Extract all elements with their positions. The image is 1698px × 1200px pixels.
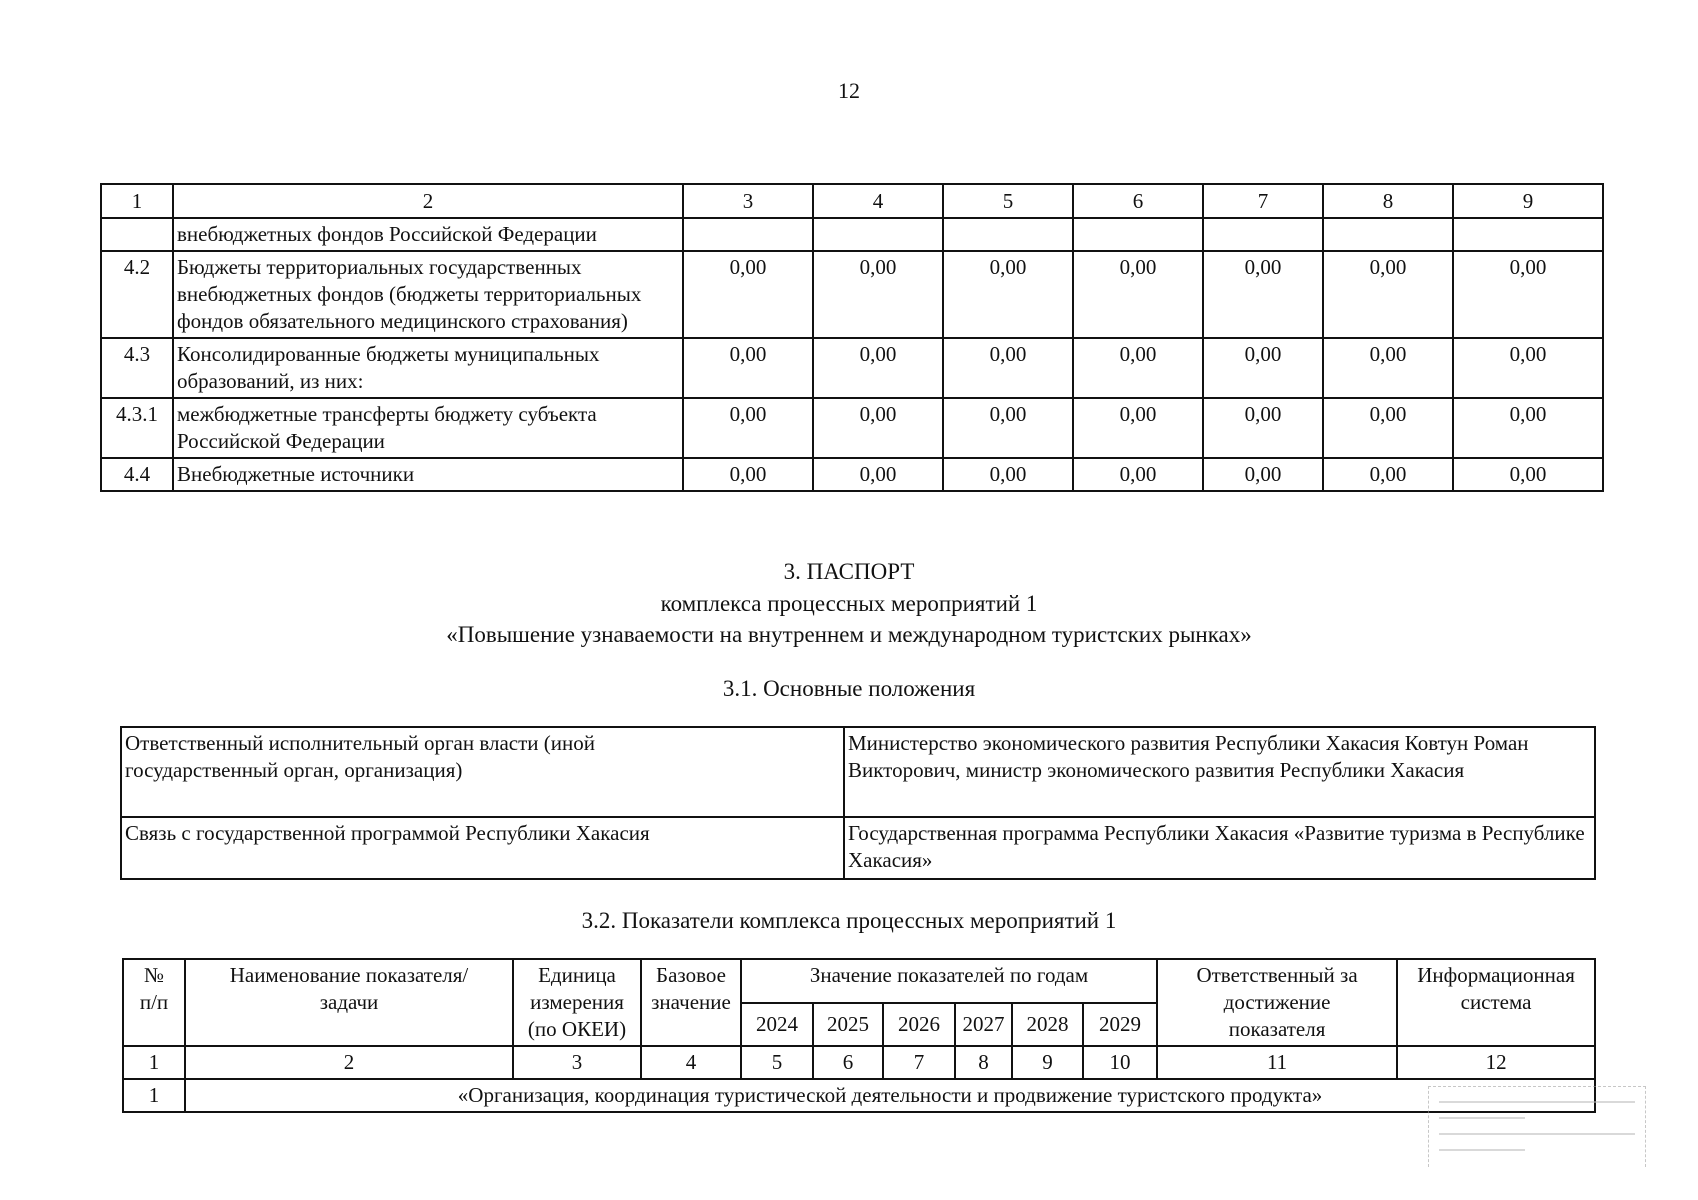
col-number: 4	[641, 1046, 741, 1079]
row-number: 4.2	[101, 251, 173, 338]
header-num: № п/п	[123, 959, 185, 1046]
col-header: 4	[813, 184, 943, 218]
header-name: Наименование показателя/ задачи	[185, 959, 513, 1046]
col-number: 3	[513, 1046, 641, 1079]
row-value: 0,00	[943, 398, 1073, 458]
row-value: 0,00	[683, 398, 813, 458]
task-text: «Организация, координация туристической деятельности и продвижение туристского продукта»	[185, 1079, 1595, 1112]
header-base: Базовое значение	[641, 959, 741, 1046]
indicators-col-numbers-row	[123, 1046, 1595, 1079]
table-row	[101, 338, 1603, 398]
row-value	[1323, 218, 1453, 251]
row-value: 0,00	[813, 458, 943, 491]
row-value	[813, 218, 943, 251]
header-system: Информационная система	[1397, 959, 1595, 1046]
row-value: 0,00	[1323, 458, 1453, 491]
indicators-header-row	[123, 959, 1595, 1003]
col-header: 1	[101, 184, 173, 218]
header-years-group: Значение показателей по годам	[741, 959, 1157, 1003]
row-value: 0,00	[1453, 338, 1603, 398]
col-header: 9	[1453, 184, 1603, 218]
table-row	[121, 817, 1595, 879]
col-number: 2	[185, 1046, 513, 1079]
passport-subtitle: комплекса процессных мероприятий 1	[660, 591, 1038, 616]
financing-header-row	[101, 184, 1603, 218]
row-value: 0,00	[1203, 398, 1323, 458]
indicators-table	[122, 958, 1596, 1113]
row-name: внебюджетных фондов Российской Федерации	[173, 218, 683, 251]
row-value: 0,00	[1453, 398, 1603, 458]
col-header: 2	[173, 184, 683, 218]
row-value: 0,00	[813, 251, 943, 338]
table-row	[101, 218, 1603, 251]
table-row	[101, 398, 1603, 458]
section-3-2-title: 3.2. Показатели комплекса процессных мероприятий 1	[581, 908, 1117, 933]
row-name: Внебюджетные источники	[173, 458, 683, 491]
col-number: 1	[123, 1046, 185, 1079]
position-label: Ответственный исполнительный орган власти (иной государственный орган, организация)	[121, 727, 844, 817]
position-value: Государственная программа Республики Хакасия «Развитие туризма в Республике Хакасия»	[844, 817, 1595, 879]
row-value: 0,00	[813, 398, 943, 458]
year-header: 2025	[813, 1003, 883, 1047]
row-value: 0,00	[1203, 458, 1323, 491]
row-value: 0,00	[943, 338, 1073, 398]
row-value: 0,00	[1453, 251, 1603, 338]
col-header: 7	[1203, 184, 1323, 218]
col-number: 6	[813, 1046, 883, 1079]
row-value: 0,00	[1203, 251, 1323, 338]
row-value: 0,00	[683, 458, 813, 491]
col-number: 11	[1157, 1046, 1397, 1079]
col-header: 5	[943, 184, 1073, 218]
row-value: 0,00	[943, 251, 1073, 338]
col-number: 7	[883, 1046, 955, 1079]
header-responsible: Ответственный за достижение показателя	[1157, 959, 1397, 1046]
task-number: 1	[123, 1079, 185, 1112]
row-number: 4.3	[101, 338, 173, 398]
row-value: 0,00	[683, 251, 813, 338]
header-unit: Единица измерения (по ОКЕИ)	[513, 959, 641, 1046]
col-header: 6	[1073, 184, 1203, 218]
passport-title: 3. ПАСПОРТ	[783, 559, 915, 584]
row-name: Консолидированные бюджеты муниципальных образований, из них:	[173, 338, 683, 398]
page-number: 12	[838, 78, 860, 103]
year-header: 2028	[1012, 1003, 1083, 1047]
row-value	[1453, 218, 1603, 251]
row-value: 0,00	[1073, 251, 1203, 338]
row-value	[1203, 218, 1323, 251]
row-number	[101, 218, 173, 251]
year-header: 2026	[883, 1003, 955, 1047]
table-row	[121, 727, 1595, 817]
section-3-1-title: 3.1. Основные положения	[722, 676, 976, 701]
row-value: 0,00	[813, 338, 943, 398]
row-value: 0,00	[1323, 398, 1453, 458]
row-value	[943, 218, 1073, 251]
year-header: 2024	[741, 1003, 813, 1047]
col-number: 9	[1012, 1046, 1083, 1079]
row-value: 0,00	[1073, 338, 1203, 398]
task-row	[123, 1079, 1595, 1112]
year-header: 2027	[955, 1003, 1012, 1047]
row-value: 0,00	[1323, 338, 1453, 398]
position-label: Связь с государственной программой Республики Хакасия	[121, 817, 844, 879]
row-name: Бюджеты территориальных государственных внебюджетных фондов (бюджеты территориальных фондов обязательного медицинского страхования)	[173, 251, 683, 338]
col-number: 5	[741, 1046, 813, 1079]
col-number: 8	[955, 1046, 1012, 1079]
row-value: 0,00	[1203, 338, 1323, 398]
position-value: Министерство экономического развития Республики Хакасия Ковтун Роман Викторович, министр экономического развития Республики Хакасия	[844, 727, 1595, 817]
row-value: 0,00	[943, 458, 1073, 491]
row-number: 4.3.1	[101, 398, 173, 458]
row-value: 0,00	[1453, 458, 1603, 491]
stamp-image	[1428, 1086, 1646, 1167]
row-value: 0,00	[1073, 458, 1203, 491]
row-value: 0,00	[1323, 251, 1453, 338]
col-number: 12	[1397, 1046, 1595, 1079]
row-value: 0,00	[683, 338, 813, 398]
basic-positions-table	[120, 726, 1596, 880]
row-number: 4.4	[101, 458, 173, 491]
table-row	[101, 458, 1603, 491]
year-header: 2029	[1083, 1003, 1157, 1047]
row-value	[683, 218, 813, 251]
table-row	[101, 251, 1603, 338]
col-header: 3	[683, 184, 813, 218]
col-header: 8	[1323, 184, 1453, 218]
passport-name: «Повышение узнаваемости на внутреннем и международном туристских рынках»	[446, 622, 1252, 647]
row-name: межбюджетные трансферты бюджету субъекта Российской Федерации	[173, 398, 683, 458]
row-value: 0,00	[1073, 398, 1203, 458]
row-value	[1073, 218, 1203, 251]
financing-table	[100, 183, 1604, 492]
col-number: 10	[1083, 1046, 1157, 1079]
